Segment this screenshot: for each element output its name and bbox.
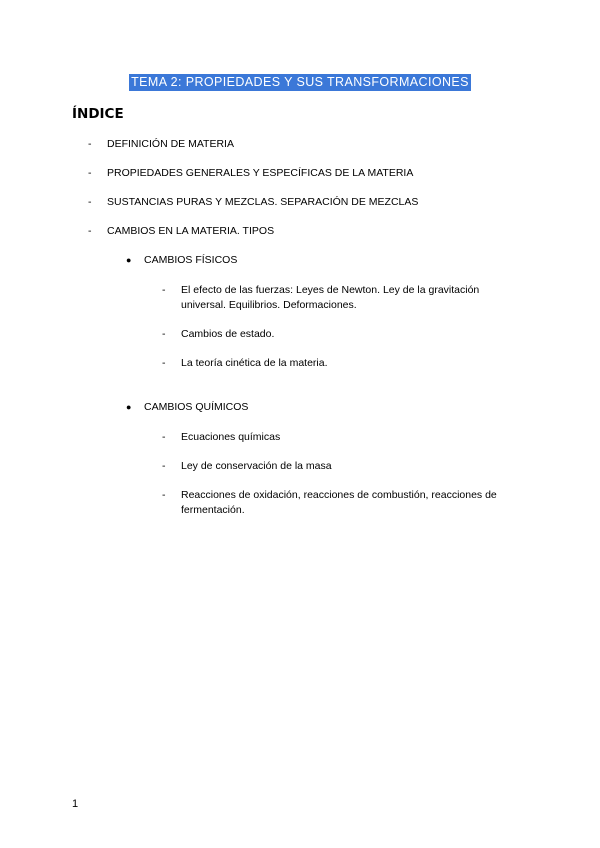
sub-list-item-line: La teoría cinética de la materia. <box>181 357 328 369</box>
index-heading: ÍNDICE <box>72 106 124 122</box>
dash-marker: - <box>88 167 92 179</box>
list-item-text: PROPIEDADES GENERALES Y ESPECÍFICAS DE LA MATERIA <box>107 167 414 179</box>
bullet-marker: ● <box>126 255 132 265</box>
dash-marker: - <box>162 489 166 501</box>
title-container <box>0 73 600 91</box>
sub-list-item-line: Cambios de estado. <box>181 328 275 340</box>
subsection-label: CAMBIOS QUÍMICOS <box>144 401 249 413</box>
sub-list-item-line: El efecto de las fuerzas: Leyes de Newton. Ley de la gravitación <box>181 284 480 296</box>
list-item-text: SUSTANCIAS PURAS Y MEZCLAS. SEPARACIÓN DE MEZCLAS <box>107 196 419 208</box>
sub-list-item-line: Reacciones de oxidación, reacciones de combustión, reacciones de <box>181 489 497 501</box>
subsection-label: CAMBIOS FÍSICOS <box>144 254 238 266</box>
list-item-text: DEFINICIÓN DE MATERIA <box>107 138 234 150</box>
dash-marker: - <box>162 431 166 443</box>
dash-marker: - <box>88 138 92 150</box>
bullet-marker: ● <box>126 402 132 412</box>
dash-marker: - <box>88 196 92 208</box>
sub-list-item-line: fermentación. <box>181 504 245 516</box>
dash-marker: - <box>162 284 166 296</box>
sub-list-item-line: Ley de conservación de la masa <box>181 460 332 472</box>
list-item-text: CAMBIOS EN LA MATERIA. TIPOS <box>107 225 275 237</box>
dash-marker: - <box>88 225 92 237</box>
dash-marker: - <box>162 328 166 340</box>
dash-marker: - <box>162 460 166 472</box>
page-number: 1 <box>72 798 79 810</box>
dash-marker: - <box>162 357 166 369</box>
sub-list-item-line: universal. Equilibrios. Deformaciones. <box>181 299 357 311</box>
document-title[interactable]: TEMA 2: PROPIEDADES Y SUS TRANSFORMACIONES <box>131 75 469 89</box>
sub-list-item-line: Ecuaciones químicas <box>181 431 281 443</box>
